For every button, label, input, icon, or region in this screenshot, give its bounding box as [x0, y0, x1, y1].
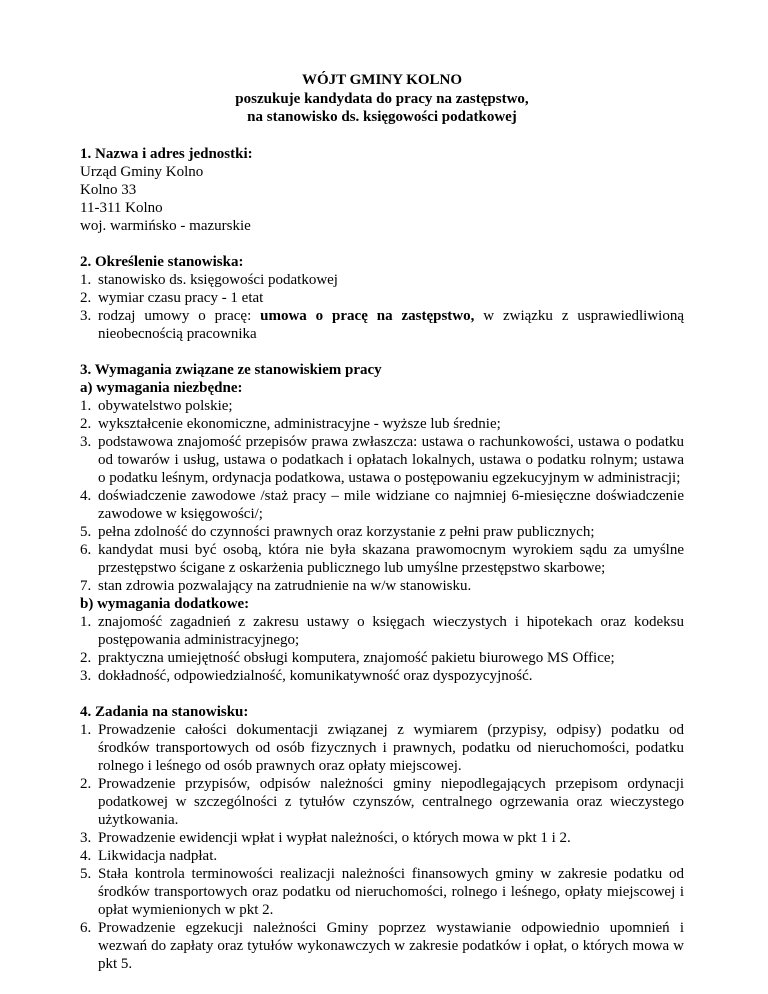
section-title: 4. Zadania na stanowisku:	[80, 703, 249, 720]
list-item	[80, 541, 684, 577]
header-subtitle-1: poszukuje kandydata do pracy na zastępstwo,	[235, 90, 529, 107]
list-item	[80, 289, 684, 307]
item-number: 1.	[80, 613, 92, 630]
item-text: Prowadzenie egzekucji należności Gminy poprzez wystawianie odpowiednio upomnień i wezwań do zapłaty oraz tytułów wykonawczych w zakresie podatków i opłat, o których mowa w pkt 5.	[98, 919, 684, 972]
address-line: Urząd Gminy Kolno	[80, 163, 204, 180]
section-title: 1. Nazwa i adres jednostki:	[80, 145, 253, 162]
requirements-list	[80, 397, 684, 595]
position-list	[80, 271, 684, 343]
item-text: praktyczna umiejętność obsługi komputera, znajomość pakietu biurowego MS Office;	[98, 649, 615, 666]
item-number: 1.	[80, 721, 92, 738]
item-number: 5.	[80, 865, 92, 882]
list-item	[80, 271, 684, 289]
item-number: 2.	[80, 775, 92, 792]
item-text: Prowadzenie przypisów, odpisów należności gminy niepodlegających przepisom ordynacji podatkowej w szczególności z tytułów czynszów, centralnego ogrzewania oraz wieczystego użytkowania.	[98, 775, 684, 828]
item-text: stan zdrowia pozwalający na zatrudnienie na w/w stanowisku.	[98, 577, 472, 594]
header-subtitle-2: na stanowisko ds. księgowości podatkowej	[247, 109, 517, 125]
item-text-pre: rodzaj umowy o pracę:	[98, 307, 261, 324]
item-number: 3.	[80, 667, 92, 684]
item-number: 1.	[80, 271, 92, 288]
item-number: 7.	[80, 577, 92, 594]
item-text: pełna zdolność do czynności prawnych oraz korzystanie z pełni praw publicznych;	[98, 523, 595, 540]
item-number: 4.	[80, 487, 92, 504]
list-item	[80, 397, 684, 415]
item-number: 3.	[80, 307, 92, 324]
item-number: 2.	[80, 649, 92, 666]
item-text-post: w związku z usprawiedliwioną nieobecnością pracownika	[98, 307, 684, 342]
list-item	[80, 829, 684, 847]
item-number: 2.	[80, 415, 92, 432]
subsection-title: b) wymagania dodatkowe:	[80, 595, 250, 612]
item-text: kandydat musi być osobą, która nie była skazana prawomocnym wyrokiem sądu za umyślne przestępstwo ścigane z oskarżenia publicznego lub umyślne przestępstwo skarbowe;	[98, 541, 684, 576]
item-text: Prowadzenie całości dokumentacji związanej z wymiarem (przypisy, odpisy) podatku od środków transportowych od osób fizycznych i prawnych, podatku od nieruchomości, podatku rolnego i leśnego od osób prawnych oraz opłaty miejscowej.	[98, 721, 684, 774]
list-item	[80, 433, 684, 487]
tasks-list	[80, 721, 684, 973]
item-number: 6.	[80, 919, 92, 936]
item-text	[98, 307, 684, 343]
item-text: Stała kontrola terminowości realizacji należności finansowych gminy w zakresie podatku od środków transportowych oraz podatku od nieruchomości, rolnego i leśnego, opłaty miejscowej i opłat wymienionych w pkt 2.	[98, 865, 684, 918]
item-text: znajomość zagadnień z zakresu ustawy o księgach wieczystych i hipotekach oraz kodeksu postępowania administracyjnego;	[98, 613, 684, 648]
section-title: 3. Wymagania związane ze stanowiskiem pracy	[80, 361, 382, 378]
section-3	[80, 361, 684, 685]
list-item	[80, 415, 684, 433]
list-item	[80, 721, 684, 775]
item-number: 3.	[80, 829, 92, 846]
item-text: stanowisko ds. księgowości podatkowej	[98, 271, 338, 288]
item-number: 1.	[80, 397, 92, 414]
list-item	[80, 649, 684, 667]
item-number: 3.	[80, 433, 92, 450]
item-text: Prowadzenie ewidencji wpłat i wypłat należności, o których mowa w pkt 1 i 2.	[98, 829, 571, 846]
item-number: 6.	[80, 541, 92, 558]
item-number: 2.	[80, 289, 92, 306]
list-item	[80, 307, 684, 343]
item-text: podstawowa znajomość przepisów prawa zwłaszcza: ustawa o rachunkowości, ustawa o podatku od towarów i usług, ustawa o podatkach i opłatach lokalnych, ustawa o podatku rolnym; ustawa o podatku leśnym, ordynacja podatkowa, ustawa o postępowaniu egzekucyjnym w administracji;	[98, 433, 684, 486]
item-text: doświadczenie zawodowe /staż pracy – mile widziane co najmniej 6-miesięczne doświadczenie zawodowe w księgowości/;	[98, 487, 684, 522]
section-title: 2. Określenie stanowiska:	[80, 253, 244, 270]
item-text: wymiar czasu pracy - 1 etat	[98, 289, 264, 306]
section-2	[80, 253, 684, 343]
additional-requirements-list	[80, 613, 684, 685]
item-text: dokładność, odpowiedzialność, komunikatywność oraz dyspozycyjność.	[98, 667, 533, 684]
header	[80, 71, 684, 127]
item-number: 5.	[80, 523, 92, 540]
item-text: obywatelstwo polskie;	[98, 397, 233, 414]
item-text: wykształcenie ekonomiczne, administracyjne - wyższe lub średnie;	[98, 415, 501, 432]
list-item	[80, 919, 684, 973]
subsection-title: a) wymagania niezbędne:	[80, 379, 243, 396]
section-4	[80, 703, 684, 973]
item-number: 4.	[80, 847, 92, 864]
list-item	[80, 775, 684, 829]
address-line: woj. warmińsko - mazurskie	[80, 217, 251, 234]
list-item	[80, 613, 684, 649]
list-item	[80, 577, 684, 595]
address-line: 11-311 Kolno	[80, 199, 163, 216]
address-line: Kolno 33	[80, 181, 137, 198]
list-item	[80, 865, 684, 919]
list-item	[80, 667, 684, 685]
section-1	[80, 145, 684, 235]
list-item	[80, 523, 684, 541]
header-title: WÓJT GMINY KOLNO	[301, 72, 462, 88]
item-text: Likwidacja nadpłat.	[98, 847, 218, 864]
list-item	[80, 847, 684, 865]
item-text-bold: umowa o pracę na zastępstwo,	[260, 307, 475, 324]
list-item	[80, 487, 684, 523]
